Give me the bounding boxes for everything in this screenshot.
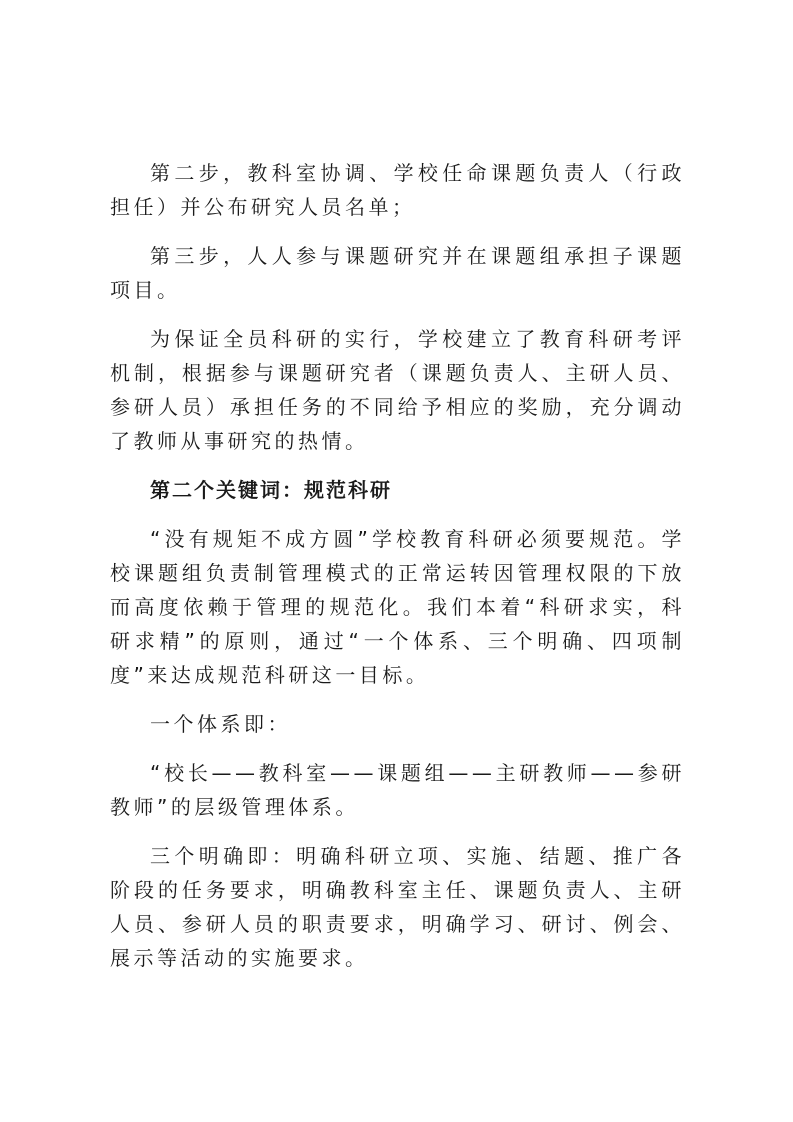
paragraph-hierarchy: “校长——教科室——课题组——主研教师——参研教师”的层级管理体系。 [110,761,685,819]
paragraph-three-clarifications: 三个明确即：明确科研立项、实施、结题、推广各阶段的任务要求，明确教科室主任、课题负责人、主研人员、参研人员的职责要求，明确学习、研讨、例会、展示等活动的实施要求。 [110,844,685,970]
paragraph-step-two: 第二步，教科室协调、学校任命课题负责人（行政担任）并公布研究人员名单； [110,161,685,219]
document-body [110,156,685,990]
paragraph-standardization: “没有规矩不成方圆”学校教育科研必须要规范。学校课题组负责制管理模式的正常运转因管理权限的下放而高度依赖于管理的规范化。我们本着“科研求实，科研求精”的原则，通过“一个体系、三个明确、四项制度”来达成规范科研这一目标。 [110,527,685,687]
paragraph-step-three: 第三步，人人参与课题研究并在课题组承担子课题项目。 [110,244,685,302]
paragraph-evaluation-mechanism: 为保证全员科研的实行，学校建立了教育科研考评机制，根据参与课题研究者（课题负责人、主研人员、参研人员）承担任务的不同给予相应的奖励，充分调动了教师从事研究的热情。 [110,327,685,453]
paragraph-one-system-label: 一个体系即： [150,712,291,736]
section-heading-standard-research: 第二个关键词：规范科研 [150,478,392,502]
